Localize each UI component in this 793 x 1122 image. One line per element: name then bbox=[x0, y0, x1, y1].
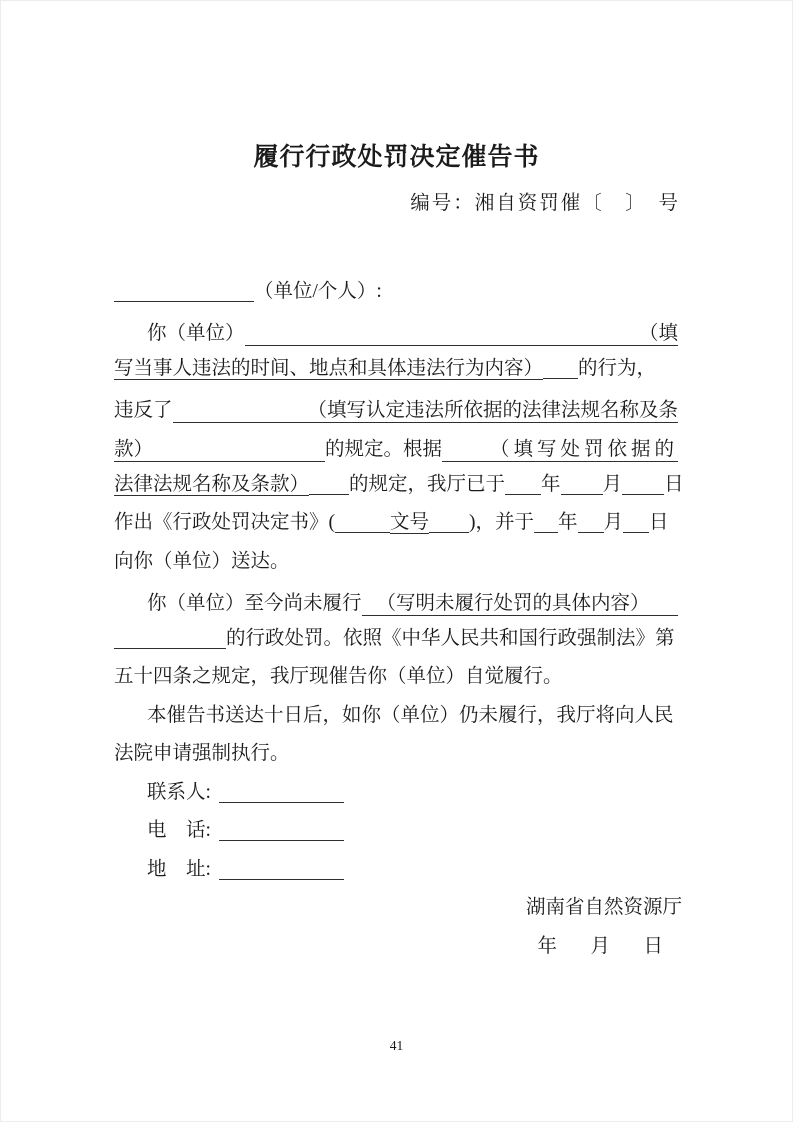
body-line bbox=[114, 389, 678, 428]
fill-in-blank-line bbox=[442, 439, 490, 462]
fill-in-blank-line bbox=[362, 593, 377, 616]
fill-hint-text: 文号 bbox=[390, 512, 430, 533]
body-text: 本催告书送达十日后，如你（单位）仍未履行，我厅将向人民 bbox=[147, 704, 674, 726]
fill-hint-text: 法律法规名称及条款） bbox=[114, 473, 310, 495]
fill-in-blank-line bbox=[650, 593, 678, 616]
body-text: 的行为， bbox=[578, 358, 657, 379]
fill-in-blank-line bbox=[561, 480, 603, 495]
body-text: 五十四条之规定，我厅现催告你（单位）自觉履行。 bbox=[114, 666, 563, 687]
signature-date-line: 年 月 日 bbox=[537, 935, 670, 957]
fill-in-blank-line bbox=[335, 518, 390, 533]
fill-in-blank-line bbox=[622, 480, 664, 495]
body-text: 法院申请强制执行。 bbox=[114, 743, 290, 764]
fill-hint-text: 款） bbox=[114, 433, 153, 462]
document-title: 履行行政处罚决定催告书 bbox=[253, 143, 540, 171]
fill-hint-text: （填写认定违法所依据的法律法规名称及条 bbox=[307, 394, 678, 423]
body-line bbox=[114, 466, 684, 505]
fill-in-blank-line bbox=[309, 480, 349, 495]
fill-in-blank-line bbox=[219, 826, 344, 841]
document-number: 编号：湘自资罚催〔 〕 号 bbox=[410, 193, 680, 214]
body-text: 你（单位）至今尚未履行 bbox=[147, 592, 362, 614]
body-text: 的规定。根据 bbox=[324, 438, 442, 460]
fill-in-blank-line bbox=[114, 634, 226, 649]
page-number: 41 bbox=[389, 1038, 404, 1053]
body-line bbox=[114, 543, 678, 582]
salutation-suffix: （单位/个人）: bbox=[254, 281, 382, 302]
fill-in-blank-line bbox=[543, 364, 578, 379]
body-line bbox=[114, 735, 678, 774]
contact-person-line bbox=[114, 774, 678, 813]
contact-address-line bbox=[114, 851, 678, 890]
contact-phone-label: 电 话: bbox=[147, 820, 211, 841]
document-body bbox=[114, 273, 684, 889]
day-label: 日 bbox=[649, 512, 669, 533]
body-line bbox=[114, 312, 678, 351]
fill-hint-text: （写明未履行处罚的具体内容） bbox=[377, 587, 650, 616]
fill-in-blank-line bbox=[114, 287, 254, 302]
year-label: 年 bbox=[541, 473, 561, 495]
month-label: 月 bbox=[603, 512, 624, 533]
fill-hint-text: （填写处罚依据的 bbox=[490, 433, 678, 462]
body-text: 的规定，我厅已于 bbox=[349, 473, 506, 495]
body-text: 违反了 bbox=[114, 400, 173, 421]
fill-in-blank-line bbox=[623, 518, 649, 533]
fill-in-blank-line bbox=[534, 518, 558, 533]
fill-in-blank-line: （填 bbox=[245, 317, 678, 346]
signature-agency: 湖南省自然资源厅 bbox=[525, 897, 682, 918]
fill-in-blank-line bbox=[219, 788, 344, 803]
body-line bbox=[114, 658, 678, 697]
fill-in-blank-line bbox=[505, 480, 541, 495]
signature-block bbox=[1, 889, 792, 966]
body-text: )，并于 bbox=[469, 512, 535, 533]
body-line bbox=[114, 427, 678, 466]
fill-in-blank-line bbox=[219, 865, 344, 880]
contact-address-label: 地 址: bbox=[147, 858, 211, 880]
body-text: 你（单位） bbox=[147, 323, 245, 344]
salutation-line bbox=[114, 273, 678, 312]
contact-phone-line bbox=[114, 812, 678, 851]
body-line bbox=[114, 581, 678, 620]
fill-hint-text: 写当事人违法的时间、地点和具体违法行为内容） bbox=[114, 358, 544, 379]
fill-in-blank-line bbox=[173, 400, 308, 423]
day-label: 日 bbox=[664, 473, 684, 495]
body-line bbox=[114, 697, 678, 736]
body-line bbox=[114, 350, 678, 389]
fill-in-blank-line bbox=[429, 518, 469, 533]
body-text: 向你（单位）送达。 bbox=[114, 550, 290, 572]
body-line bbox=[114, 620, 678, 659]
body-text: 的行政处罚。依照《中华人民共和国行政强制法》第 bbox=[226, 627, 675, 649]
fill-in-blank-line bbox=[153, 439, 325, 462]
body-text: 作出《行政处罚决定书》( bbox=[114, 512, 335, 533]
month-label: 月 bbox=[602, 473, 623, 495]
contact-person-label: 联系人: bbox=[147, 781, 211, 803]
fill-in-blank-line bbox=[578, 518, 604, 533]
year-label: 年 bbox=[558, 512, 578, 533]
body-line bbox=[114, 504, 678, 543]
